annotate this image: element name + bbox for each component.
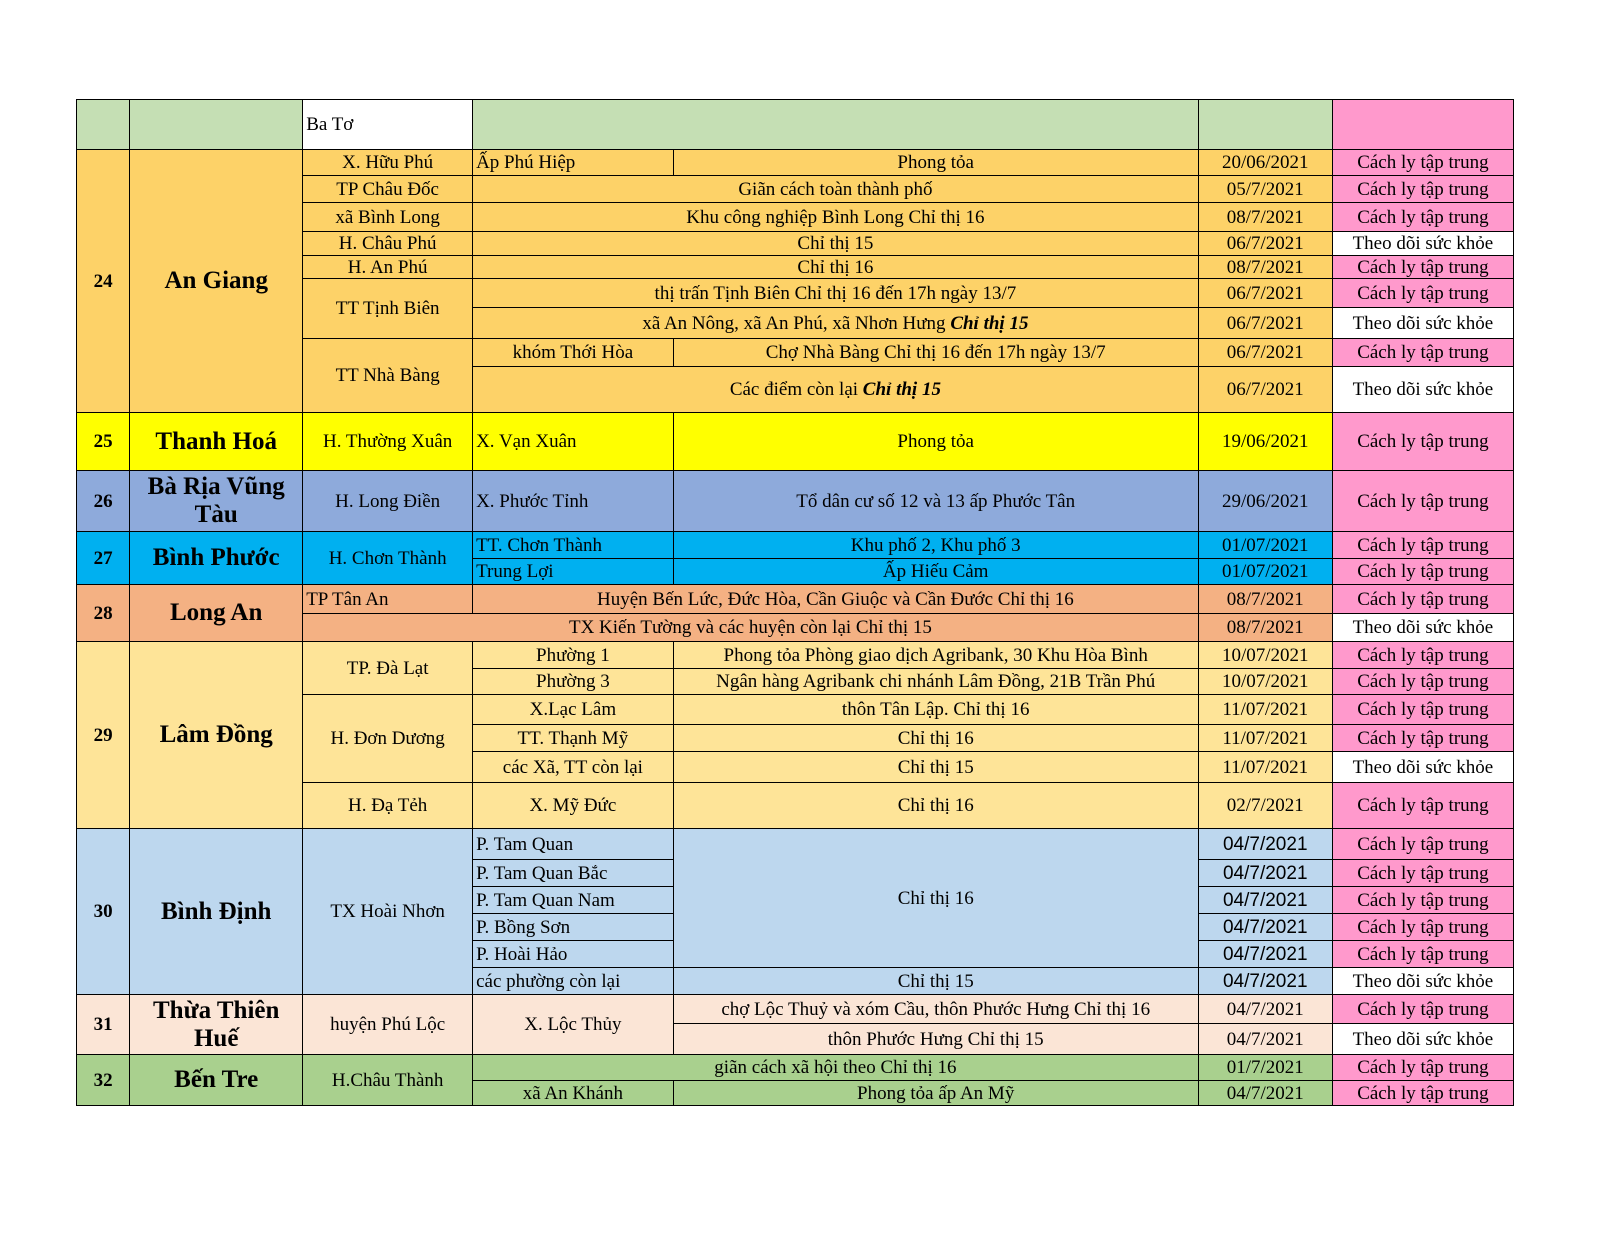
table-row [77, 1055, 1514, 1081]
date-cell: 04/7/2021 [1198, 968, 1332, 995]
row-number: 28 [77, 585, 130, 642]
measure-cell: giãn cách xã hội theo Chỉ thị 16 [473, 1055, 1199, 1081]
measure-cell: Khu công nghiệp Bình Long Chỉ thị 16 [473, 203, 1199, 232]
status-cell: Cách ly tập trung [1332, 471, 1513, 532]
province-name: Thanh Hoá [130, 413, 303, 471]
commune-cell: P. Tam Quan Bắc [473, 860, 674, 887]
district-cell: H. An Phú [303, 256, 473, 279]
measure-cell: Chỉ thị 15 [673, 968, 1198, 995]
date-cell: 04/7/2021 [1198, 995, 1332, 1024]
measure-cell: Phong tỏa ấp An Mỹ [673, 1081, 1198, 1106]
commune-cell: Ấp Phú Hiệp [473, 150, 674, 176]
status-cell: Theo dõi sức khỏe [1332, 614, 1513, 642]
measure-cell: Chỉ thị 15 [673, 752, 1198, 783]
measure-cell: Chỉ thị 15 [473, 232, 1199, 256]
status-cell: Cách ly tập trung [1332, 559, 1513, 585]
commune-cell: X. Phước Tỉnh [473, 471, 674, 532]
commune-cell: X. Vạn Xuân [473, 413, 674, 471]
date-cell: 06/7/2021 [1198, 339, 1332, 367]
province-cell [130, 100, 303, 150]
status-cell: Cách ly tập trung [1332, 941, 1513, 968]
district-cell: H. Đạ Tẻh [303, 783, 473, 829]
status-cell: Cách ly tập trung [1332, 339, 1513, 367]
status-cell [1332, 100, 1513, 150]
date-cell: 20/06/2021 [1198, 150, 1332, 176]
district-cell: H. Châu Phú [303, 232, 473, 256]
measure-cell: Huyện Bến Lức, Đức Hòa, Cần Giuộc và Cần Đước Chỉ thị 16 [473, 585, 1199, 614]
date-cell: 08/7/2021 [1198, 585, 1332, 614]
date-cell: 01/07/2021 [1198, 559, 1332, 585]
district-cell: TP Tân An [303, 585, 473, 614]
date-cell: 11/07/2021 [1198, 752, 1332, 783]
outbreak-table [76, 99, 1514, 1106]
status-cell: Cách ly tập trung [1332, 725, 1513, 752]
status-cell: Cách ly tập trung [1332, 203, 1513, 232]
status-cell: Cách ly tập trung [1332, 279, 1513, 308]
status-cell: Cách ly tập trung [1332, 995, 1513, 1024]
date-cell: 01/7/2021 [1198, 1055, 1332, 1081]
measure-cell: Chợ Nhà Bàng Chỉ thị 16 đến 17h ngày 13/7 [673, 339, 1198, 367]
table-row [77, 471, 1514, 532]
measure-emphasis: Chỉ thị 15 [862, 379, 941, 400]
district-cell: TP Châu Đốc [303, 176, 473, 203]
measure-cell: thôn Phước Hưng Chỉ thị 15 [673, 1024, 1198, 1055]
date-cell: 04/7/2021 [1198, 1024, 1332, 1055]
table-row [77, 150, 1514, 176]
measure-cell: Khu phố 2, Khu phố 3 [673, 532, 1198, 559]
table-row [77, 642, 1514, 669]
district-cell: Ba Tơ [303, 100, 473, 150]
status-cell: Cách ly tập trung [1332, 887, 1513, 914]
district-cell: TP. Đà Lạt [303, 642, 473, 695]
measure-cell: Chỉ thị 16 [673, 725, 1198, 752]
date-cell: 06/7/2021 [1198, 279, 1332, 308]
date-cell: 11/07/2021 [1198, 725, 1332, 752]
district-cell: H. Long Điền [303, 471, 473, 532]
province-name: Thừa Thiên Huế [130, 995, 303, 1055]
province-name: Bến Tre [130, 1055, 303, 1106]
status-cell: Cách ly tập trung [1332, 256, 1513, 279]
date-cell: 06/7/2021 [1198, 308, 1332, 339]
province-name: An Giang [130, 150, 303, 413]
measure-cell: Phong tỏa Phòng giao dịch Agribank, 30 Khu Hòa Bình [673, 642, 1198, 669]
status-cell: Theo dõi sức khỏe [1332, 367, 1513, 413]
status-cell: Cách ly tập trung [1332, 585, 1513, 614]
measure-cell [473, 367, 1199, 413]
status-cell: Cách ly tập trung [1332, 413, 1513, 471]
status-cell: Cách ly tập trung [1332, 150, 1513, 176]
status-cell: Theo dõi sức khỏe [1332, 968, 1513, 995]
status-cell: Cách ly tập trung [1332, 176, 1513, 203]
date-cell: 02/7/2021 [1198, 783, 1332, 829]
commune-cell: các Xã, TT còn lại [473, 752, 674, 783]
measure-cell: Phong tỏa [673, 413, 1198, 471]
commune-cell: X. Lộc Thủy [473, 995, 674, 1055]
commune-cell: Trung Lợi [473, 559, 674, 585]
measure-cell: Ngân hàng Agribank chi nhánh Lâm Đồng, 21B Trần Phú [673, 669, 1198, 695]
measure-cell: Chỉ thị 16 [673, 829, 1198, 968]
commune-cell: Phường 3 [473, 669, 674, 695]
date-cell: 06/7/2021 [1198, 232, 1332, 256]
date-cell: 11/07/2021 [1198, 695, 1332, 725]
status-cell: Cách ly tập trung [1332, 695, 1513, 725]
measure-cell: Phong tỏa [673, 150, 1198, 176]
date-cell: 29/06/2021 [1198, 471, 1332, 532]
district-cell: TX Hoài Nhơn [303, 829, 473, 995]
commune-cell: TT. Chơn Thành [473, 532, 674, 559]
measure-text: xã An Nông, xã An Phú, xã Nhơn Hưng [642, 312, 946, 334]
date-cell: 08/7/2021 [1198, 256, 1332, 279]
measure-cell: chợ Lộc Thuỷ và xóm Cầu, thôn Phước Hưng Chỉ thị 16 [673, 995, 1198, 1024]
date-cell: 06/7/2021 [1198, 367, 1332, 413]
date-cell: 10/07/2021 [1198, 642, 1332, 669]
commune-cell: Phường 1 [473, 642, 674, 669]
province-name: Bình Phước [130, 532, 303, 585]
table-row [77, 585, 1514, 614]
measure-cell: Ấp Hiếu Cảm [673, 559, 1198, 585]
commune-cell: X. Mỹ Đức [473, 783, 674, 829]
status-cell: Cách ly tập trung [1332, 1081, 1513, 1106]
measure-cell: Chỉ thị 16 [473, 256, 1199, 279]
commune-cell: P. Tam Quan [473, 829, 674, 860]
status-cell: Cách ly tập trung [1332, 829, 1513, 860]
status-cell: Cách ly tập trung [1332, 914, 1513, 941]
row-number: 30 [77, 829, 130, 995]
status-cell: Theo dõi sức khỏe [1332, 308, 1513, 339]
status-cell: Cách ly tập trung [1332, 783, 1513, 829]
measure-cell: Tổ dân cư số 12 và 13 ấp Phước Tân [673, 471, 1198, 532]
measure-cell: TX Kiến Tường và các huyện còn lại Chỉ thị 15 [303, 614, 1199, 642]
date-cell: 19/06/2021 [1198, 413, 1332, 471]
table-row [77, 995, 1514, 1024]
date-cell: 08/7/2021 [1198, 614, 1332, 642]
date-cell: 04/7/2021 [1198, 829, 1332, 860]
date-cell: 04/7/2021 [1198, 887, 1332, 914]
row-number: 32 [77, 1055, 130, 1106]
date-cell: 04/7/2021 [1198, 941, 1332, 968]
commune-cell: P. Tam Quan Nam [473, 887, 674, 914]
row-number [77, 100, 130, 150]
commune-cell: P. Bồng Sơn [473, 914, 674, 941]
table-row [77, 100, 1514, 150]
measure-text: Các điểm còn lại [729, 379, 859, 400]
row-number: 24 [77, 150, 130, 413]
row-number: 29 [77, 642, 130, 829]
date-cell: 10/07/2021 [1198, 669, 1332, 695]
commune-cell: khóm Thới Hòa [473, 339, 674, 367]
district-cell: xã Bình Long [303, 203, 473, 232]
row-number: 31 [77, 995, 130, 1055]
province-name: Long An [130, 585, 303, 642]
province-name: Bình Định [130, 829, 303, 995]
measure-cell [473, 100, 1199, 150]
status-cell: Cách ly tập trung [1332, 642, 1513, 669]
date-cell [1198, 100, 1332, 150]
row-number: 25 [77, 413, 130, 471]
commune-cell: TT. Thạnh Mỹ [473, 725, 674, 752]
measure-cell: Chỉ thị 16 [673, 783, 1198, 829]
district-cell: TT Tịnh Biên [303, 279, 473, 339]
district-cell: H.Châu Thành [303, 1055, 473, 1106]
district-cell: TT Nhà Bàng [303, 339, 473, 413]
district-cell: H. Đơn Dương [303, 695, 473, 783]
province-name: Bà Rịa Vũng Tàu [130, 471, 303, 532]
table-row [77, 532, 1514, 559]
date-cell: 04/7/2021 [1198, 914, 1332, 941]
district-cell: H. Thường Xuân [303, 413, 473, 471]
status-cell: Cách ly tập trung [1332, 1055, 1513, 1081]
measure-cell: Giãn cách toàn thành phố [473, 176, 1199, 203]
row-number: 27 [77, 532, 130, 585]
status-cell: Cách ly tập trung [1332, 669, 1513, 695]
date-cell: 05/7/2021 [1198, 176, 1332, 203]
table-row [77, 829, 1514, 860]
table-row [77, 413, 1514, 471]
district-cell: X. Hữu Phú [303, 150, 473, 176]
date-cell: 04/7/2021 [1198, 860, 1332, 887]
status-cell: Cách ly tập trung [1332, 532, 1513, 559]
date-cell: 04/7/2021 [1198, 1081, 1332, 1106]
measure-cell [473, 308, 1199, 339]
measure-cell: thôn Tân Lập. Chỉ thị 16 [673, 695, 1198, 725]
date-cell: 01/07/2021 [1198, 532, 1332, 559]
province-name: Lâm Đồng [130, 642, 303, 829]
commune-cell: xã An Khánh [473, 1081, 674, 1106]
commune-cell: X.Lạc Lâm [473, 695, 674, 725]
status-cell: Theo dõi sức khỏe [1332, 232, 1513, 256]
commune-cell: các phường còn lại [473, 968, 674, 995]
date-cell: 08/7/2021 [1198, 203, 1332, 232]
status-cell: Theo dõi sức khỏe [1332, 752, 1513, 783]
district-cell: huyện Phú Lộc [303, 995, 473, 1055]
district-cell: H. Chơn Thành [303, 532, 473, 585]
row-number: 26 [77, 471, 130, 532]
commune-cell: P. Hoài Hảo [473, 941, 674, 968]
status-cell: Cách ly tập trung [1332, 860, 1513, 887]
status-cell: Theo dõi sức khỏe [1332, 1024, 1513, 1055]
measure-emphasis: Chỉ thị 15 [950, 312, 1029, 334]
measure-cell: thị trấn Tịnh Biên Chỉ thị 16 đến 17h ngày 13/7 [473, 279, 1199, 308]
